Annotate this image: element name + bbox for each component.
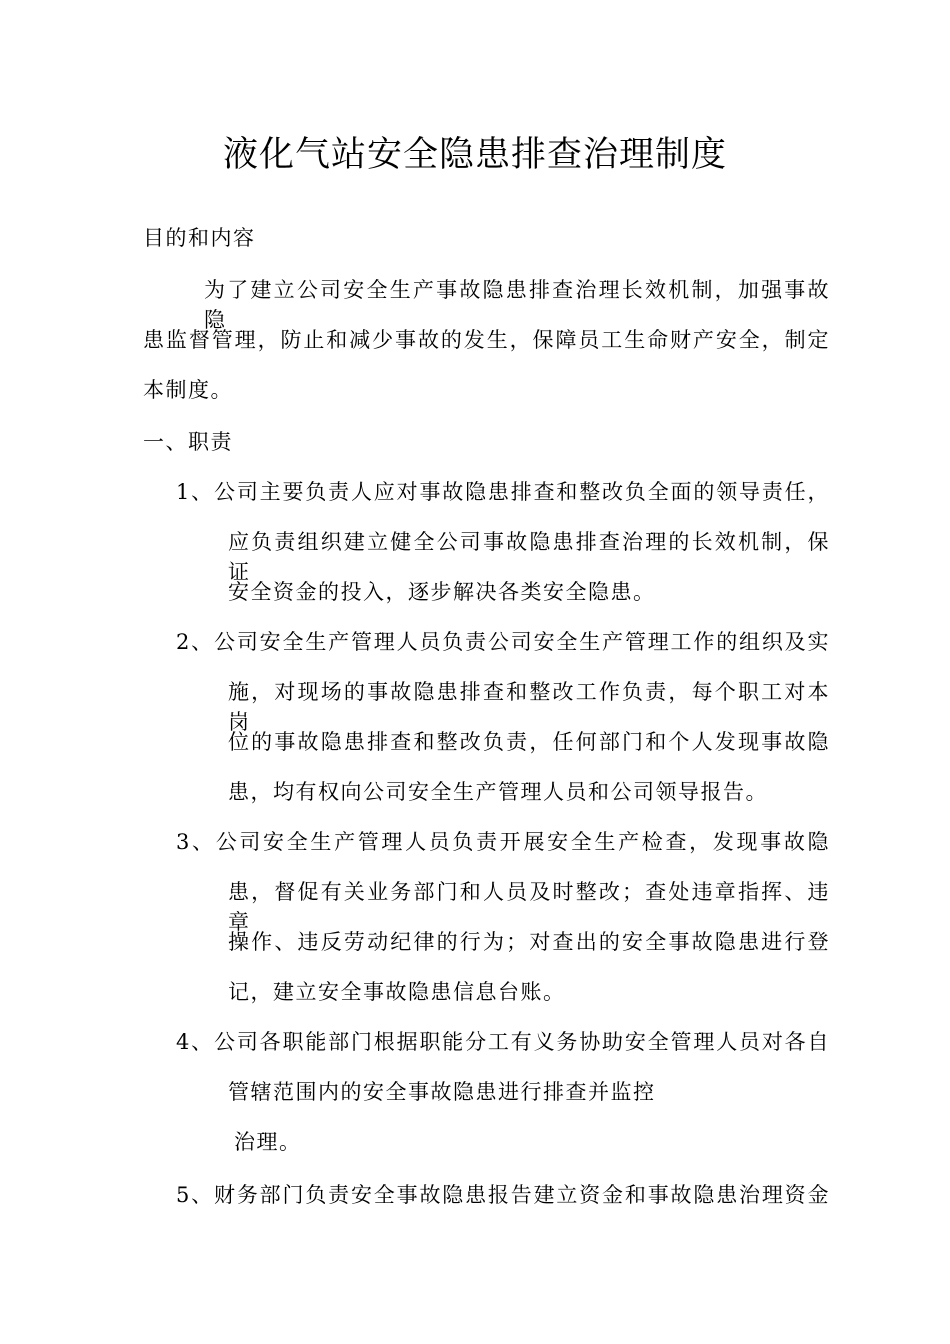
purpose-line-3: 本制度。 [143,378,233,402]
item1-line-3: 安全资金的投入，逐步解决各类安全隐患。 [228,580,656,604]
item3-line-1: 3、公司安全生产管理人员负责开展安全生产检查，发现事故隐 [176,830,830,854]
item4-line-3: 治理。 [234,1130,302,1154]
purpose-line-1: 为了建立公司安全生产事故隐患排查治理长效机制，加强事故隐 [204,278,830,332]
item3-line-4: 记，建立安全事故隐患信息台账。 [228,980,566,1004]
item3-line-3: 操作、违反劳动纪律的行为；对查出的安全事故隐患进行登 [228,930,830,954]
purpose-line-2: 患监督管理，防止和减少事故的发生，保障员工生命财产安全，制定 [143,328,830,352]
item3-line-2: 患，督促有关业务部门和人员及时整改；查处违章指挥、违章 [228,880,830,934]
item2-line-2: 施，对现场的事故隐患排查和整改工作负责，每个职工对本岗 [228,680,830,734]
section-heading-responsibilities: 一、职责 [143,430,233,454]
item2-line-3: 位的事故隐患排查和整改负责，任何部门和个人发现事故隐 [228,730,830,754]
item4-line-2: 管辖范围内的安全事故隐患进行排查并监控 [228,1080,656,1104]
item2-line-1: 2、公司安全生产管理人员负责公司安全生产管理工作的组织及实 [176,630,830,654]
document-title: 液化气站安全隐患排查治理制度 [222,135,727,175]
item1-line-1: 1、公司主要负责人应对事故隐患排查和整改负全面的领导责任， [176,480,830,504]
item4-line-1: 4、公司各职能部门根据职能分工有义务协助安全管理人员对各自 [176,1030,830,1054]
item2-line-4: 患，均有权向公司安全生产管理人员和公司领导报告。 [228,780,768,804]
item1-line-2: 应负责组织建立健全公司事故隐患排查治理的长效机制，保证 [228,530,830,584]
section-heading-purpose: 目的和内容 [143,226,256,250]
item5-line-1: 5、财务部门负责安全事故隐患报告建立资金和事故隐患治理资金 [176,1183,830,1207]
